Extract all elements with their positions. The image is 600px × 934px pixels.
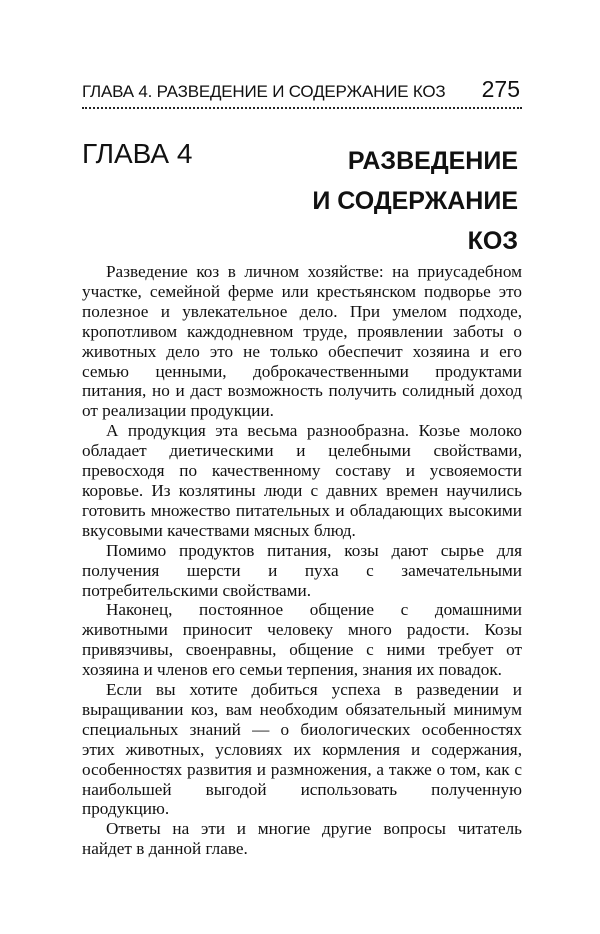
- chapter-title: [312, 141, 518, 261]
- chapter-label: ГЛАВА 4: [82, 138, 193, 169]
- paragraph: Ответы на эти и многие другие вопросы читатель найдет в данной главе.: [82, 819, 522, 859]
- header-rule: [82, 107, 522, 109]
- chapter-title-line: И СОДЕРЖАНИЕ: [312, 187, 518, 215]
- page-number: 275: [481, 76, 520, 102]
- paragraph: Разведение коз в личном хозяйстве: на приусадебном участке, семейной ферме или крестьянском подворье это полезное и увлекательное дело. При умелом подходе, кропотливом каждодневном труде, проявлении заботы о животных дело это не только обеспечит хозяина и его семью ценными, доброкачественными продуктами питания, но и даст возможность получить солидный доход от реализации продукции.: [82, 262, 522, 421]
- paragraph: Наконец, постоянное общение с домашними животными приносит человеку много радости. Козы привязчивы, своенравны, общение с ними требует от хозяина и членов его семьи терпения, знания их повадок.: [82, 600, 522, 680]
- paragraph: Если вы хотите добиться успеха в разведении и выращивании коз, вам необходим обязательный минимум специальных знаний — о биологических особенностях этих животных, условиях их кормления и содержания, особенностях развития и размножения, а также о том, как с наибольшей выгодой использовать полученную продукцию.: [82, 680, 522, 819]
- running-title: ГЛАВА 4. РАЗВЕДЕНИЕ И СОДЕРЖАНИЕ КОЗ: [82, 82, 446, 101]
- running-header: [82, 72, 522, 112]
- paragraph: Помимо продуктов питания, козы дают сырье для получения шерсти и пуха с замечательными потребительскими свойствами.: [82, 540, 522, 600]
- body-text: [82, 262, 522, 859]
- paragraph: А продукция эта весьма разнообразна. Козье молоко обладает диетическими и целебными свойствами, превосходя по качественному составу и усвояемости коровье. Из козлятины люди с давних времен научились готовить множество питательных и обладающих высокими вкусовыми качествами мясных блюд.: [82, 421, 522, 540]
- chapter-title-line: КОЗ: [467, 227, 518, 255]
- chapter-title-line: РАЗВЕДЕНИЕ: [347, 147, 518, 175]
